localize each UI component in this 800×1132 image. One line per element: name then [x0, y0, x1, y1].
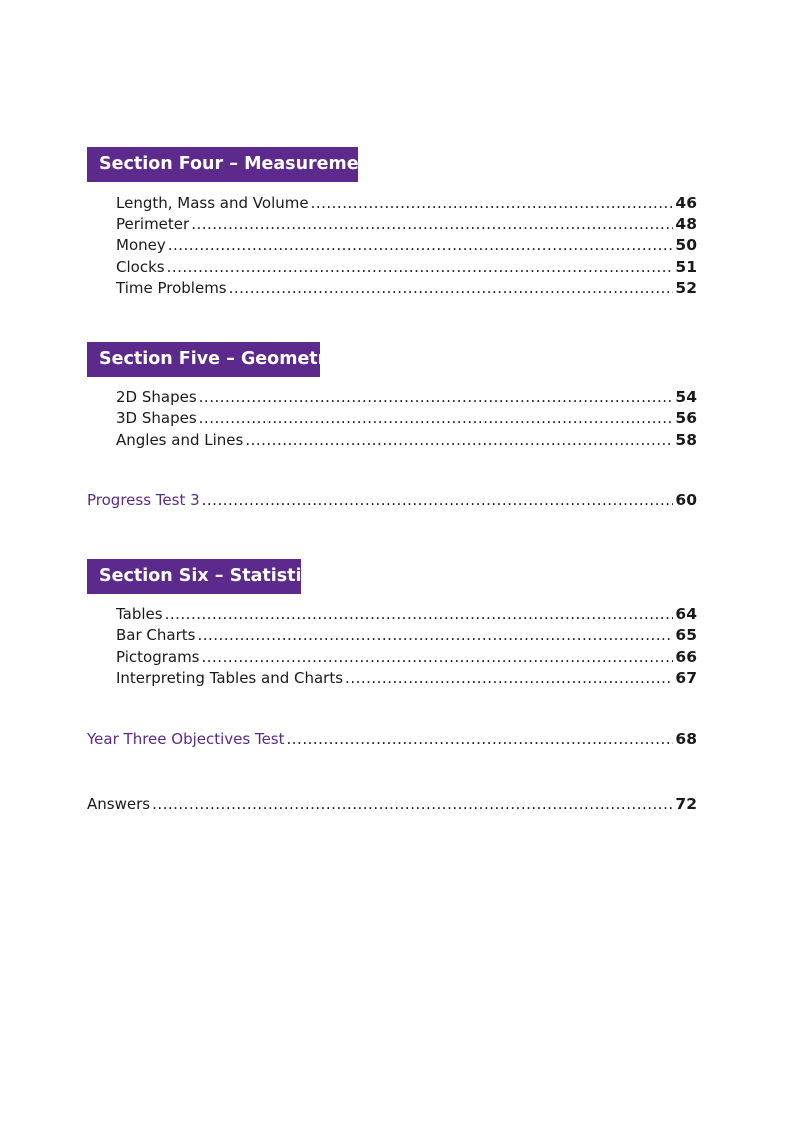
toc-item-label: Money: [116, 236, 166, 254]
dot-leader: [191, 214, 673, 235]
dot-leader: [165, 604, 674, 625]
toc-item-objectives-test[interactable]: [87, 729, 697, 750]
toc-item-bar-charts[interactable]: [116, 625, 697, 646]
toc-item-length-mass-volume[interactable]: [116, 193, 697, 214]
dot-leader: [245, 430, 673, 451]
section-five-header: Section Five – Geometry: [87, 342, 320, 377]
section-four-header: Section Four – Measurement: [87, 147, 358, 182]
toc-item-tables[interactable]: [116, 604, 697, 625]
dot-leader: [229, 278, 674, 299]
toc-item-page: 72: [675, 795, 697, 813]
toc-item-page: 66: [675, 648, 697, 666]
toc-item-money[interactable]: [116, 235, 697, 256]
toc-item-answers[interactable]: [87, 794, 697, 815]
toc-item-page: 52: [675, 279, 697, 297]
toc-item-page: 50: [675, 236, 697, 254]
toc-item-progress-test-3[interactable]: [87, 490, 697, 511]
toc-item-label: 3D Shapes: [116, 409, 197, 427]
toc-item-label: Angles and Lines: [116, 431, 244, 449]
toc-item-label: Progress Test 3: [87, 491, 200, 509]
toc-item-page: 48: [675, 215, 697, 233]
toc-item-page: 67: [675, 669, 697, 687]
toc-item-time-problems[interactable]: [116, 278, 697, 299]
toc-item-label: Tables: [116, 605, 163, 623]
toc-item-interpreting-tables-charts[interactable]: [116, 668, 697, 689]
section-six-header: Section Six – Statistics: [87, 559, 301, 594]
dot-leader: [168, 235, 674, 256]
toc-item-page: 68: [675, 730, 697, 748]
toc-item-3d-shapes[interactable]: [116, 408, 697, 429]
toc-item-page: 51: [675, 258, 697, 276]
dot-leader: [202, 647, 674, 668]
dot-leader: [152, 794, 673, 815]
dot-leader: [199, 387, 674, 408]
toc-item-label: Answers: [87, 795, 151, 813]
toc-item-page: 46: [675, 194, 697, 212]
toc-item-label: Time Problems: [116, 279, 227, 297]
toc-item-page: 58: [675, 431, 697, 449]
toc-item-page: 60: [675, 491, 697, 509]
toc-item-label: Clocks: [116, 258, 165, 276]
toc-item-label: Interpreting Tables and Charts: [116, 669, 344, 687]
toc-item-pictograms[interactable]: [116, 647, 697, 668]
toc-item-clocks[interactable]: [116, 257, 697, 278]
toc-item-label: Length, Mass and Volume: [116, 194, 309, 212]
toc-item-angles-and-lines[interactable]: [116, 430, 697, 451]
toc-item-2d-shapes[interactable]: [116, 387, 697, 408]
toc-item-label: Bar Charts: [116, 626, 196, 644]
toc-item-label: Year Three Objectives Test: [87, 730, 285, 748]
toc-item-label: 2D Shapes: [116, 388, 197, 406]
toc-item-label: Perimeter: [116, 215, 190, 233]
toc-item-page: 64: [675, 605, 697, 623]
toc-item-page: 56: [675, 409, 697, 427]
dot-leader: [199, 408, 674, 429]
toc-item-page: 54: [675, 388, 697, 406]
dot-leader: [311, 193, 674, 214]
dot-leader: [197, 625, 673, 646]
toc-item-page: 65: [675, 626, 697, 644]
dot-leader: [167, 257, 674, 278]
dot-leader: [202, 490, 674, 511]
toc-item-perimeter[interactable]: [116, 214, 697, 235]
dot-leader: [345, 668, 673, 689]
dot-leader: [287, 729, 674, 750]
toc-item-label: Pictograms: [116, 648, 200, 666]
